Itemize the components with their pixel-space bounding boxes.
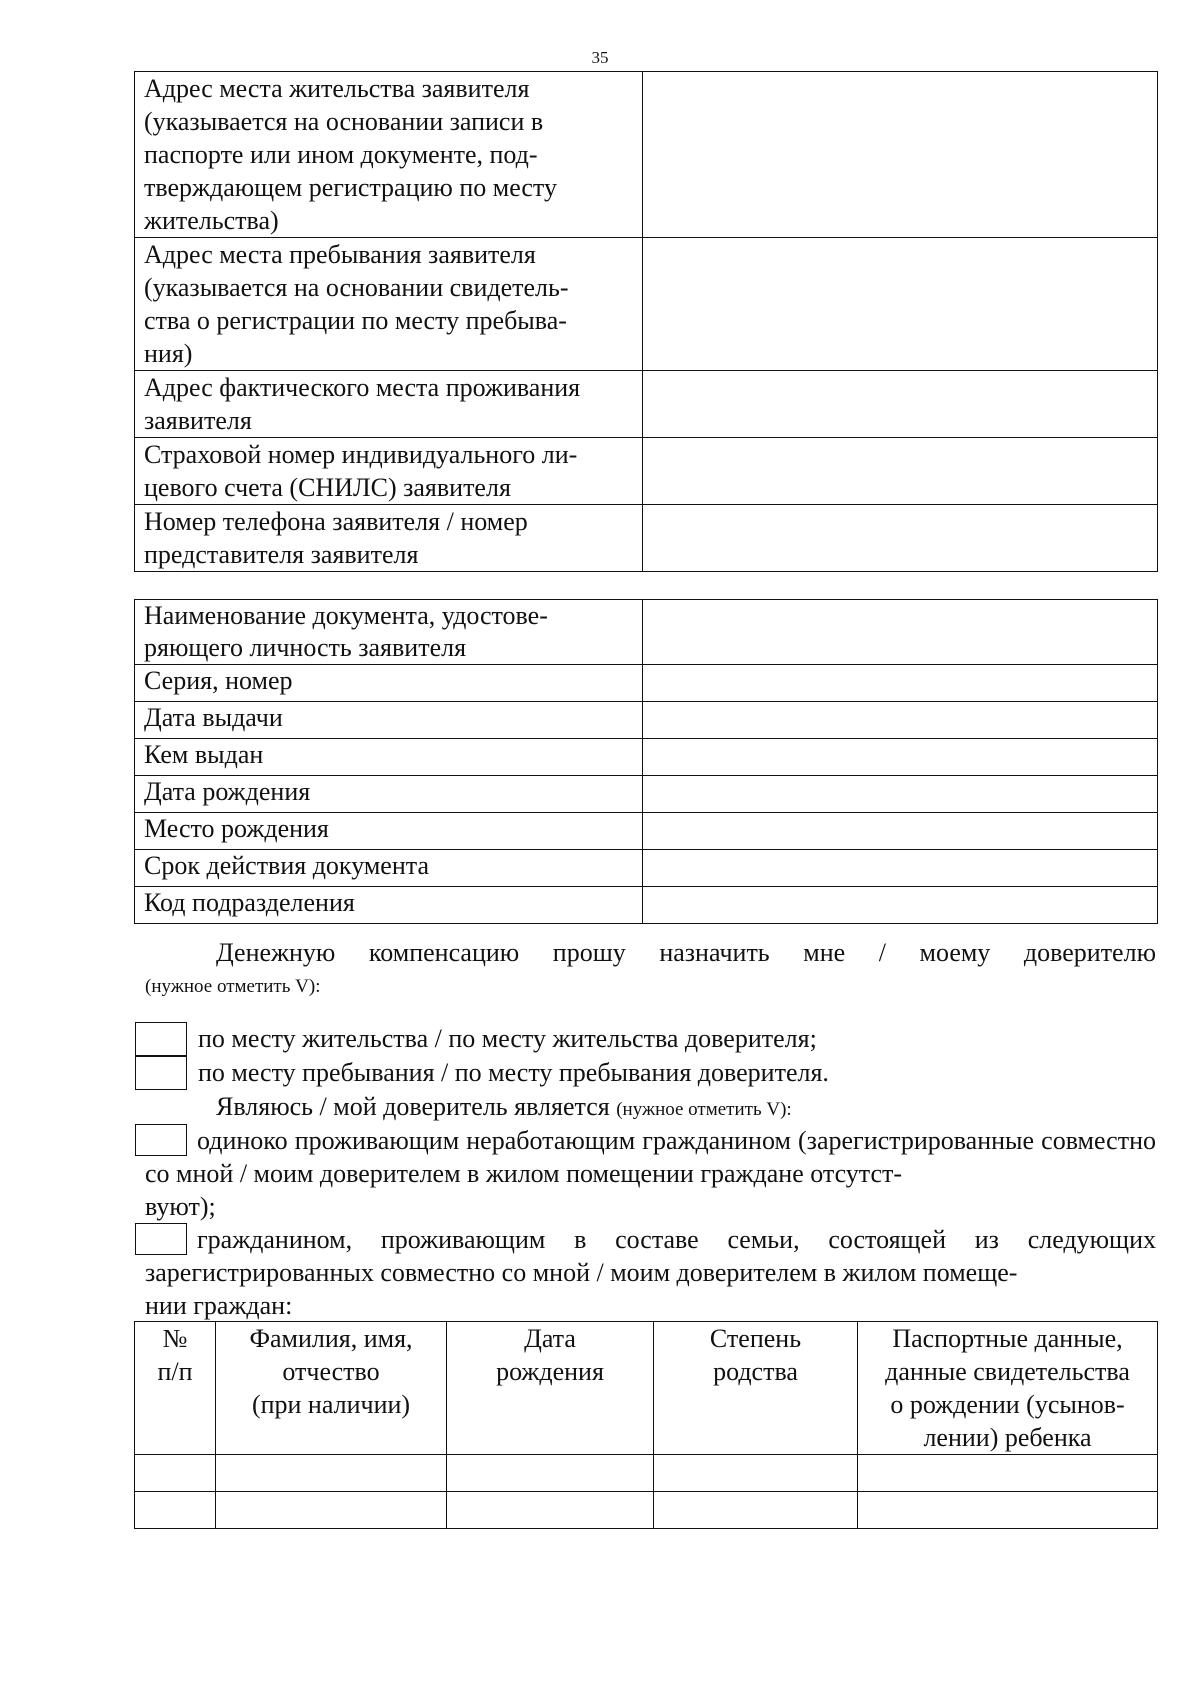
table-cell[interactable]	[216, 1492, 447, 1529]
snils-label: Страховой номер индивидуального ли- цевого счета (СНИЛС) заявителя	[144, 440, 578, 502]
label-cell	[135, 72, 643, 238]
series-number-field[interactable]	[643, 665, 1158, 702]
actual-address-label: Адрес фактического места проживания заявителя	[144, 373, 581, 435]
stay-address-label: Адрес места пребывания заявителя (указывается на основании свидетель- ства о регистрации по месту пребыва- ния)	[144, 240, 569, 368]
table-cell[interactable]	[447, 1455, 654, 1492]
division-code-label: Код подразделения	[135, 887, 643, 924]
label-cell	[135, 505, 643, 572]
stay-address-field[interactable]	[643, 238, 1158, 371]
issue-date-label: Дата выдачи	[135, 702, 643, 739]
document-name-field[interactable]	[643, 600, 1158, 665]
compensation-text: Денежную компенсацию прошу назначить мне / моему доверителю	[216, 938, 1156, 967]
document-table	[134, 599, 1158, 924]
validity-field[interactable]	[643, 850, 1158, 887]
table-row	[135, 600, 1158, 665]
stay-option-label: по месту пребывания / по месту пребывания доверителя.	[198, 1058, 829, 1087]
table-row	[135, 813, 1158, 850]
compensation-hint: (нужное отметить V):	[145, 976, 321, 997]
validity-label: Срок действия документа	[135, 850, 643, 887]
label-cell	[135, 238, 643, 371]
table-row	[135, 438, 1158, 505]
residence-checkbox[interactable]	[135, 1022, 187, 1056]
issued-by-field[interactable]	[643, 739, 1158, 776]
table-row	[135, 371, 1158, 438]
table-cell[interactable]	[654, 1492, 858, 1529]
status-line	[216, 1090, 792, 1126]
label-cell	[135, 600, 643, 665]
family-option-label: гражданином, проживающим в составе семьи, состоящей из следующих зарегистрированных совместно со мной / моим доверителем в жилом помеще- нии граждан:	[145, 1225, 1156, 1320]
table-row	[135, 1492, 1158, 1529]
applicant-table	[134, 71, 1158, 572]
residence-address-field[interactable]	[643, 72, 1158, 238]
table-cell[interactable]	[858, 1492, 1158, 1529]
table-row	[135, 702, 1158, 739]
column-header-documents: Паспортные данные, данные свидетельства о рождении (усынов- лении) ребенка	[858, 1322, 1158, 1455]
table-row	[135, 505, 1158, 572]
table-row	[135, 887, 1158, 924]
document-name-label: Наименование документа, удостове- ряющего личность заявителя	[144, 601, 548, 662]
label-cell	[135, 371, 643, 438]
series-number-label: Серия, номер	[135, 665, 643, 702]
snils-field[interactable]	[643, 438, 1158, 505]
table-row	[135, 665, 1158, 702]
division-code-field[interactable]	[643, 887, 1158, 924]
birth-place-label: Место рождения	[135, 813, 643, 850]
status-text: Являюсь / мой доверитель является	[216, 1092, 610, 1121]
label-cell	[135, 438, 643, 505]
issue-date-field[interactable]	[643, 702, 1158, 739]
table-row	[135, 850, 1158, 887]
residence-address-label: Адрес места жительства заявителя (указывается на основании записи в паспорте или ином документе, под- тверждающем регистрацию по месту жительства)	[144, 74, 557, 235]
residence-option-label: по месту жительства / по месту жительства доверителя;	[198, 1024, 817, 1053]
phone-label: Номер телефона заявителя / номер представителя заявителя	[144, 507, 528, 569]
table-cell[interactable]	[858, 1455, 1158, 1492]
table-cell[interactable]	[447, 1492, 654, 1529]
table-cell[interactable]	[135, 1455, 216, 1492]
page-number: 35	[591, 48, 609, 67]
table-row	[135, 72, 1158, 238]
column-header-name: Фамилия, имя, отчество (при наличии)	[216, 1322, 447, 1455]
lonely-option-label: одиноко проживающим неработающим гражданином (зарегистрированные совместно со мной / моим доверителем в жилом помещении граждане отсутст- вуют);	[145, 1126, 1156, 1221]
stay-checkbox[interactable]	[135, 1056, 187, 1090]
birth-date-label: Дата рождения	[135, 776, 643, 813]
issued-by-label: Кем выдан	[135, 739, 643, 776]
table-row	[135, 739, 1158, 776]
table-cell[interactable]	[216, 1455, 447, 1492]
family-table	[134, 1321, 1158, 1529]
column-header-number: № п/п	[135, 1322, 216, 1455]
table-cell[interactable]	[135, 1492, 216, 1529]
table-header-row	[135, 1322, 1158, 1455]
column-header-birth-date: Дата рождения	[447, 1322, 654, 1455]
table-row	[135, 1455, 1158, 1492]
status-hint: (нужное отметить V):	[616, 1099, 792, 1120]
actual-address-field[interactable]	[643, 371, 1158, 438]
table-row	[135, 776, 1158, 813]
table-row	[135, 238, 1158, 371]
birth-date-field[interactable]	[643, 776, 1158, 813]
column-header-relation: Степень родства	[654, 1322, 858, 1455]
phone-field[interactable]	[643, 505, 1158, 572]
birth-place-field[interactable]	[643, 813, 1158, 850]
table-cell[interactable]	[654, 1455, 858, 1492]
